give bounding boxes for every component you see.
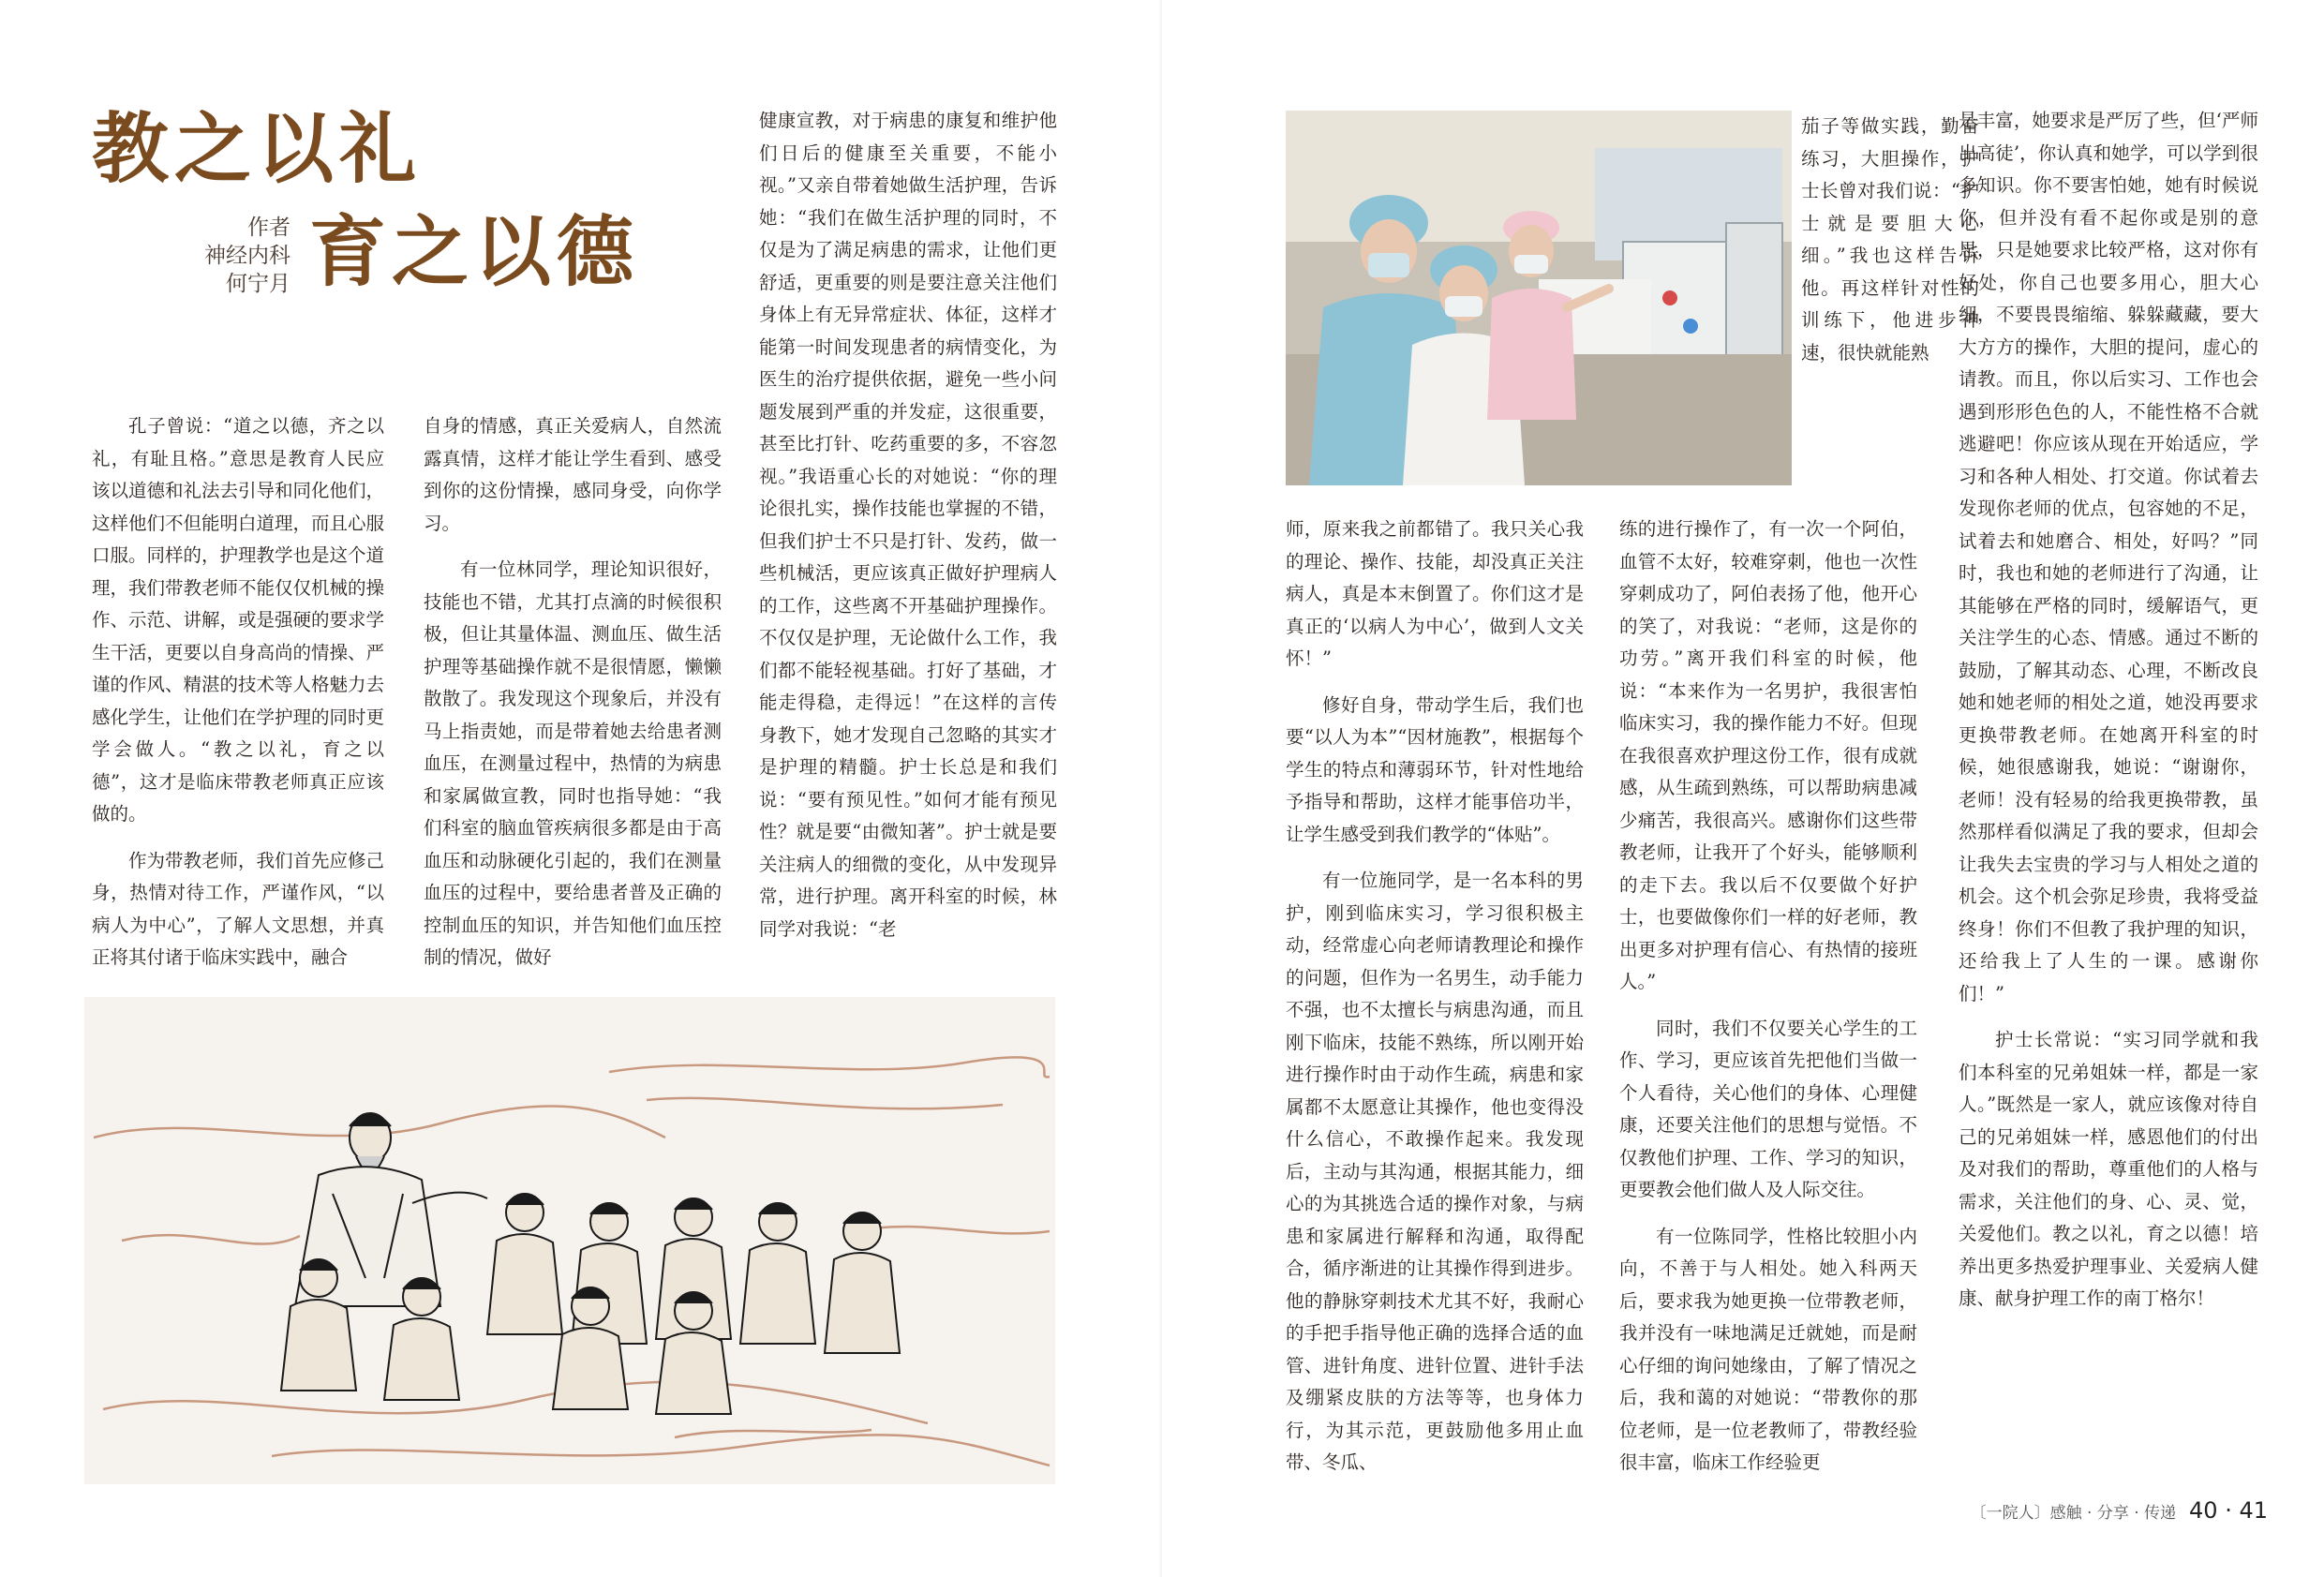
paragraph: 有一位施同学，是一名本科的男护，刚到临床实习，学习很积极主动，经常虚心向老师请教理论和操作的问题，但作为一名男生，动手能力不强，也不太擅长与病患沟通，而且刚下临床，技能不熟练，所以刚开始进行操作时由于动作生疏，病患和家属都不太愿意让其操作，他也变得没什么信心，不敢操作起来。我发现后，主动与其沟通，根据其能力，细心的为其挑选合适的操作对象，与病患和家属进行解释和沟通，取得配合，循序渐进的让其操作得到进步。他的静脉穿刺技术尤其不好，我耐心的手把手指导他正确的选择合适的血管、进针角度、进针位置、进针手法及绷紧皮肤的方法等等，也身体力行，为其示范，更鼓励他多用止血带、冬瓜、: [1286, 870, 1584, 1473]
paragraph: 自身的情感，真正关爱病人，自然流露真情，这样才能让学生看到、感受到你的这份情操，感同身受，向你学习。: [424, 415, 722, 534]
right-column-3: [1959, 105, 2258, 1330]
right-photo-side-column: [1801, 111, 1979, 383]
footer-tagline: 〔一院人〕感触 · 分享 · 传递: [1970, 1504, 2177, 1523]
byline-department: 神经内科: [204, 244, 290, 268]
paragraph: 健康宣教，对于病患的康复和维护他们日后的健康至关重要，不能小视。”又亲自带着她做生活护理，告诉她：“我们在做生活护理的同时，不仅是为了满足病患的需求，让他们更舒适，更重要的则是要注意关注他们身体上有无异常症状、体征，这样才能第一时间发现患者的病情变化，为医生的治疗提供依据，避免一些小问题发展到严重的并发症，这很重要，甚至比打针、吃药重要的多，不容忽视。”我语重心长的对她说：“你的理论很扎实，操作技能也掌握的不错，但我们护士不只是打针、发药，做一些机械活，更应该真正做好护理病人的工作，这些离不开基础护理操作。不仅仅是护理，无论做什么工作，我们都不能轻视基础。打好了基础，才能走得稳，走得远！”在这样的言传身教下，她才发现自己忽略的其实才是护理的精髓。护士长总是和我们说：“要有预见性。”如何才能有预见性？就是要“由微知著”。护士就是要关注病人的细微的变化，从中发现异常，进行护理。离开科室的时候，林同学对我说：“老: [759, 110, 1057, 940]
nursing-training-photo: [1286, 111, 1792, 485]
photo-scene: [1286, 111, 1792, 485]
paragraph: 师，原来我之前都错了。我只关心我的理论、操作、技能，却没真正关注病人，真是本末倒置了。你们这才是真正的‘以病人为中心’，做到人文关怀！”: [1286, 518, 1584, 669]
page-numbers: 40 · 41: [2189, 1497, 2268, 1524]
paragraph: 茄子等做实践，勤奋练习，大胆操作，护士长曾对我们说：“护士就是要胆大心细。”我也这样告诉他。再这样针对性的训练下，他进步神速，很快就能熟: [1801, 115, 1979, 364]
right-column-2: [1619, 513, 1917, 1494]
illustration-drawing: [84, 997, 1055, 1484]
paragraph: 是丰富，她要求是严厉了些，但‘严师出高徒’，你认真和她学，可以学到很多知识。你不要害怕她，她有时候说你，但并没有看不起你或是别的意思，只是她要求比较严格，这对你有好处，你自己也要多用心，胆大心细，不要畏畏缩缩、躲躲藏藏，要大大方方的操作，大胆的提问，虚心的请教。而且，你以后实习、工作也会遇到形形色色的人，不能性格不合就逃避吧！你应该从现在开始适应，学习和各种人相处、打交道。你试着去发现你老师的优点，包容她的不足，试着去和她磨合、相处，好吗？”同时，我也和她的老师进行了沟通，让其能够在严格的同时，缓解语气，更关注学生的心态、情感。通过不断的鼓励，了解其动态、心理，不断改良她和她老师的相处之道，她没再要求更换带教老师。在她离开科室的时候，她很感谢我，她说：“谢谢你，老师！没有轻易的给我更换带教，虽然那样看似满足了我的要求，但却会让我失去宝贵的学习与人相处之道的机会。这个机会弥足珍贵，我将受益终身！你们不但教了我护理的知识，还给我上了人生的一课。感谢你们！”: [1959, 110, 2258, 1004]
paragraph: 同时，我们不仅要关心学生的工作、学习，更应该首先把他们当做一个人看待，关心他们的身体、心理健康，还要关注他们的思想与觉悟。不仅教他们护理、工作、学习的知识，更要教会他们做人及人际交往。: [1619, 1017, 1917, 1200]
article-title-main: 教之以礼: [92, 104, 423, 194]
paragraph: 护士长常说：“实习同学就和我们本科室的兄弟姐妹一样，都是一家人。”既然是一家人，就应该像对待自己的兄弟姐妹一样，感恩他们的付出及对我们的帮助，尊重他们的人格与需求，关注他们的身、心、灵、觉，关爱他们。教之以礼，育之以德！培养出更多热爱护理事业、关爱病人健康、献身护理工作的南丁格尔！: [1959, 1029, 2258, 1309]
page-footer: [1971, 1497, 2268, 1524]
left-column-2: [424, 410, 722, 989]
article-title-sub: 育之以德: [309, 207, 640, 297]
paragraph: 练的进行操作了，有一次一个阿伯，血管不太好，较难穿刺，他也一次性穿刺成功了，阿伯表扬了他，他开心的笑了，对我说：“老师，这是你的功劳。”离开我们科室的时候，他说：“本来作为一名男护，我很害怕临床实习，我的操作能力不好。但现在我很喜欢护理这份工作，很有成就感，从生疏到熟练，可以帮助病患减少痛苦，我很高兴。感谢你们这些带教老师，让我开了个好头，能够顺利的走下去。我以后不仅要做个好护士，也要做像你们一样的好老师，教出更多对护理有信心、有热情的接班人。”: [1619, 518, 1917, 992]
paragraph: 有一位陈同学，性格比较胆小内向，不善于与人相处。她入科两天后，要求我为她更换一位带教老师，我并没有一味地满足迁就她，而是耐心仔细的询问她缘由，了解了情况之后，我和蔼的对她说：“带教你的那位老师，是一位老教师了，带教经验很丰富，临床工作经验更: [1619, 1225, 1917, 1473]
paragraph: 作为带教老师，我们首先应修己身，热情对待工作，严谨作风，“以病人为中心”，了解人文思想，并真正将其付诸于临床实践中，融合: [92, 849, 385, 968]
right-page: [1162, 0, 2324, 1577]
left-column-1: [92, 410, 384, 989]
paragraph: 修好自身，带动学生后，我们也要“以人为本”“因材施教”，根据每个学生的特点和薄弱环节，针对性地给予指导和帮助，这样才能事倍功半，让学生感受到我们教学的“体贴”。: [1286, 693, 1584, 845]
paragraph: 有一位林同学，理论知识很好，技能也不错，尤其打点滴的时候很积极，但让其量体温、测血压、做生活护理等基础操作就不是很情愿，懒懒散散了。我发现这个现象后，并没有马上指责她，而是带着她去给患者测血压，在测量过程中，热情的为病患和家属做宣教，同时也指导她：“我们科室的脑血管疾病很多都是由于高血压和动脉硬化引起的，我们在测量血压的过程中，要给患者普及正确的控制血压的知识，并告知他们血压控制的情况，做好: [424, 558, 722, 968]
byline-author: 何宁月: [226, 272, 290, 296]
byline: [150, 214, 290, 298]
byline-label: 作者: [247, 216, 290, 240]
right-column-1: [1286, 513, 1584, 1494]
left-column-3: [759, 105, 1057, 960]
paragraph: 孔子曾说：“道之以德，齐之以礼，有耻且格。”意思是教育人民应该以道德和礼法去引导和同化他们，这样他们不但能明白道理，而且心服口服。同样的，护理教学也是这个道理，我们带教老师不能仅仅机械的操作、示范、讲解，或是强硬的要求学生干活，更要以自身高尚的情操、严谨的作风、精湛的技术等人格魅力去感化学生，让他们在学护理的同时更学会做人。“教之以礼，育之以德”，这才是临床带教老师真正应该做的。: [92, 415, 385, 825]
confucius-teaching-illustration: [84, 997, 1055, 1484]
